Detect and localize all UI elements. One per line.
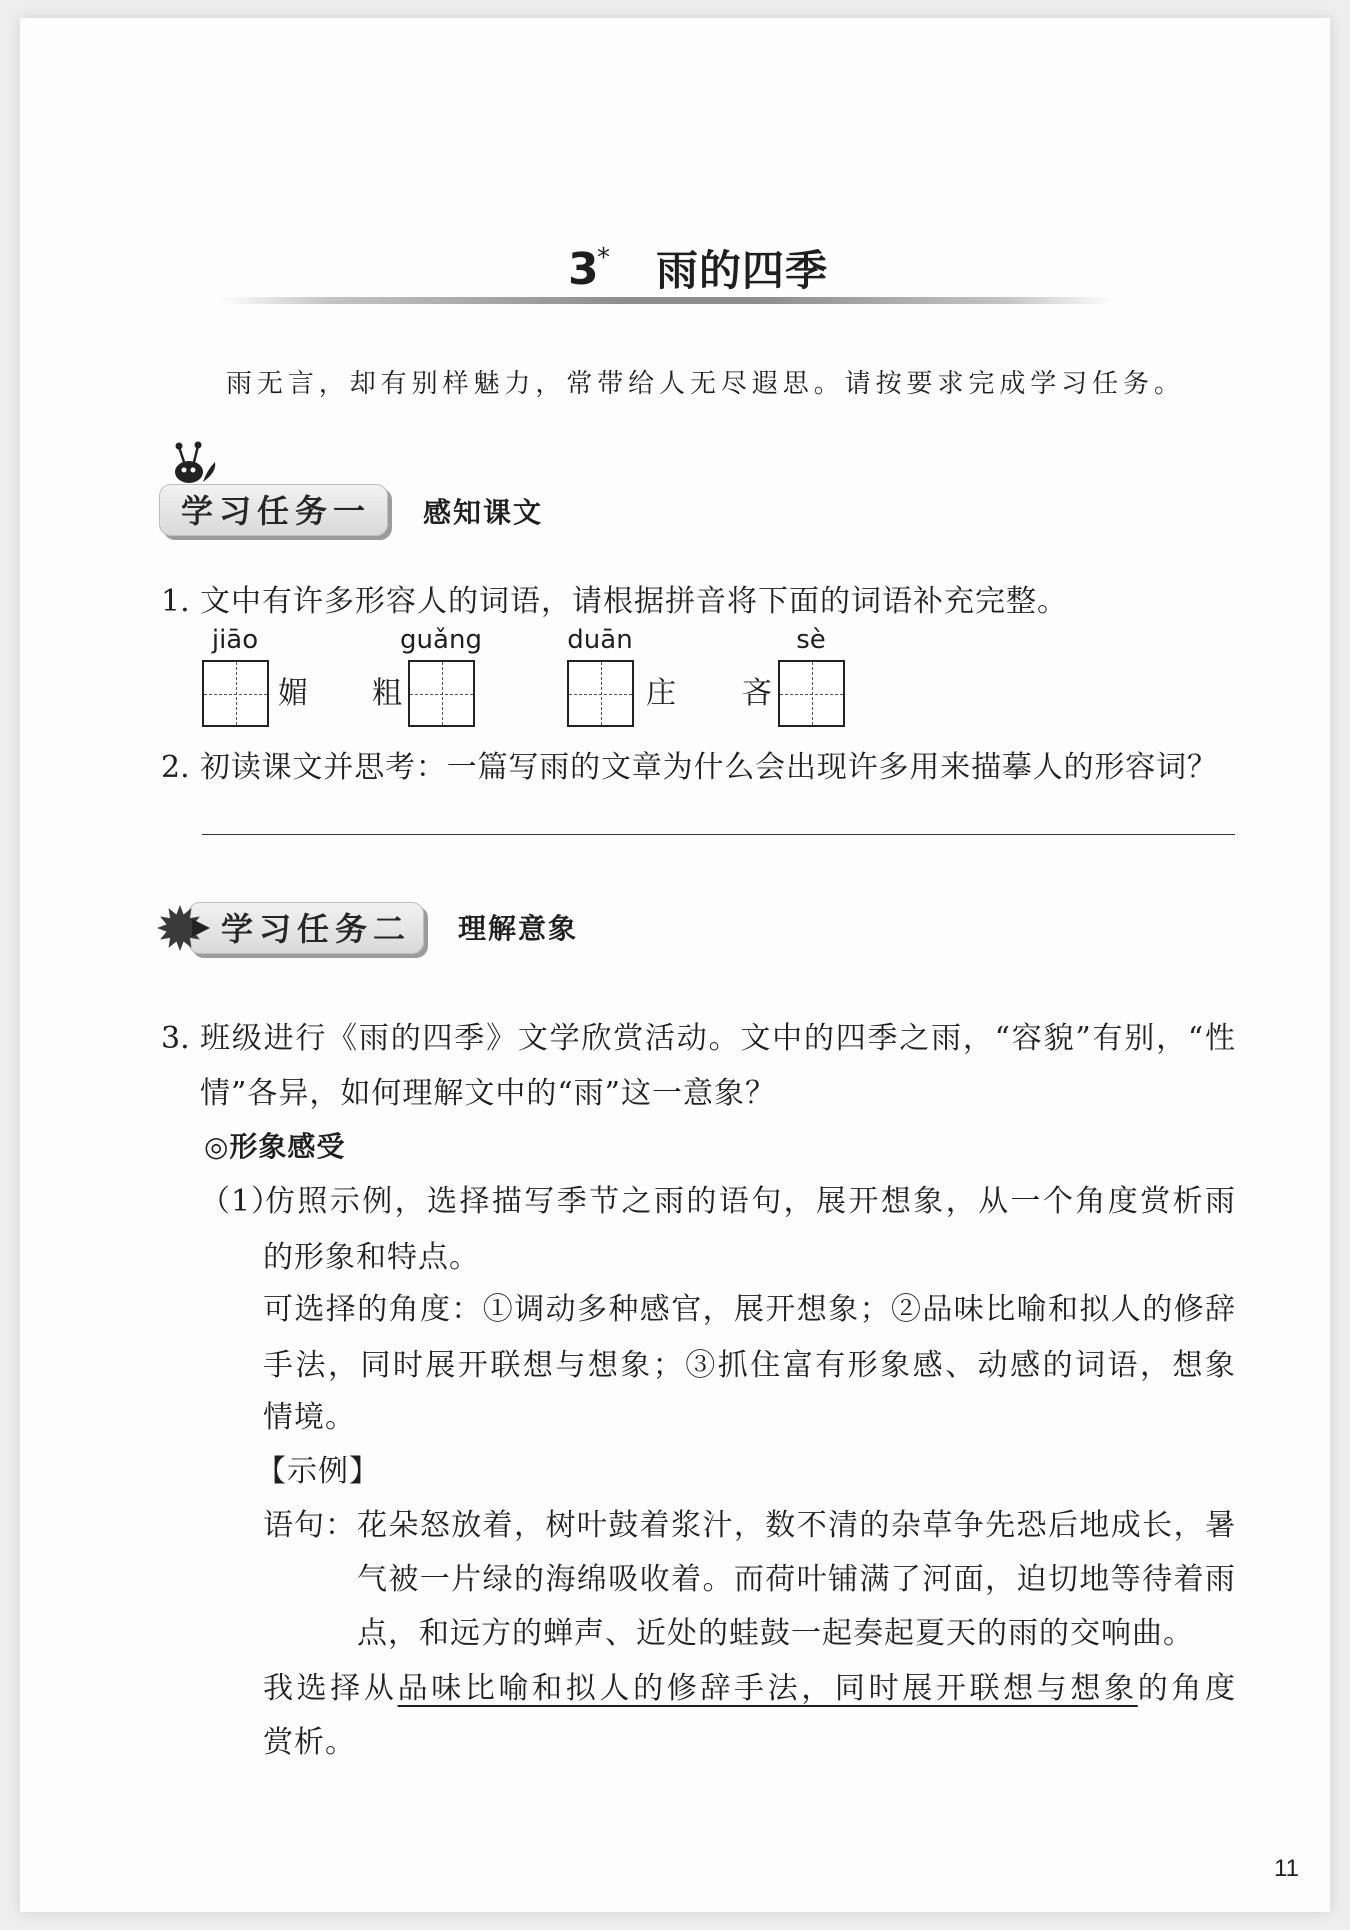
fill-in-box-1 xyxy=(202,660,269,727)
section-heading: ◎形象感受 xyxy=(204,1130,346,1163)
pinyin-4: sè xyxy=(796,625,826,655)
word-char-3: 庄 xyxy=(646,676,676,711)
fill-in-box-2 xyxy=(408,660,475,727)
pinyin-3: duān xyxy=(567,625,633,655)
question-number-2: 2. xyxy=(161,750,190,785)
answer-prefix: 我选择从 xyxy=(263,1671,398,1706)
self-study-mark: * xyxy=(597,243,610,273)
word-char-1: 媚 xyxy=(278,676,308,711)
example-answer-line-2: 赏析。 xyxy=(263,1725,356,1760)
part-1-line-1: 仿照示例，选择描写季节之雨的语句，展开想象，从一个角度赏析雨 xyxy=(265,1184,1235,1219)
sentence-label: 语句： xyxy=(263,1508,356,1543)
question-3-line-2: 情”各异，如何理解文中的“雨”这一意象？ xyxy=(200,1076,777,1111)
question-number-1: 1. xyxy=(161,584,190,619)
question-1-text: 文中有许多形容人的词语，请根据拼音将下面的词语补充完整。 xyxy=(200,584,1068,619)
question-number-3: 3. xyxy=(161,1021,190,1056)
angle-options-line-1: 可选择的角度：①调动多种感官，展开想象；②品味比喻和拟人的修辞 xyxy=(263,1292,1235,1327)
example-answer-line-1 xyxy=(263,1667,1235,1711)
pinyin-1: jiāo xyxy=(211,625,259,655)
word-char-4: 吝 xyxy=(742,676,772,711)
part-1-line-2: 的形象和特点。 xyxy=(263,1240,480,1275)
answer-underlined-angle: 品味比喻和拟人的修辞手法，同时展开联想与想象 xyxy=(397,1671,1138,1706)
part-number-1: （1） xyxy=(200,1184,283,1219)
page-number: 11 xyxy=(1274,1855,1299,1882)
question-3-line-1: 班级进行《雨的四季》文学欣赏活动。文中的四季之雨，“容貌”有别，“性 xyxy=(200,1021,1235,1056)
example-sentence-line-1: 花朵怒放着，树叶鼓着浆汁，数不清的杂草争先恐后地成长，暑 xyxy=(357,1508,1235,1543)
task-heading-2: 理解意象 xyxy=(458,912,579,945)
critter-icon xyxy=(170,440,220,486)
answer-suffix: 的角度 xyxy=(1137,1671,1236,1706)
title-divider xyxy=(222,297,1112,304)
fill-in-box-3 xyxy=(567,660,634,727)
example-sentence-line-2: 气被一片绿的海绵吸收着。而荷叶铺满了河面，迫切地等待着雨 xyxy=(357,1562,1235,1597)
hedgehog-icon xyxy=(154,898,212,958)
angle-options-line-3: 情境。 xyxy=(263,1400,356,1435)
task-badge-1: 学习任务一 xyxy=(159,484,388,536)
lesson-title: 雨的四季 xyxy=(656,246,829,295)
example-label: 【示例】 xyxy=(256,1454,380,1489)
fill-in-box-4 xyxy=(778,660,845,727)
task-badge-2: 学习任务二 xyxy=(188,902,424,954)
workbook-page xyxy=(20,18,1330,1912)
answer-line xyxy=(202,834,1235,835)
example-sentence-line-3: 点，和远方的蝉声、近处的蛙鼓一起奏起夏天的雨的交响曲。 xyxy=(357,1616,1194,1651)
question-2-text: 初读课文并思考：一篇写雨的文章为什么会出现许多用来描摹人的形容词？ xyxy=(200,750,1217,785)
lesson-intro: 雨无言，却有别样魅力，常带给人无尽遐思。请按要求完成学习任务。 xyxy=(226,369,1180,399)
pinyin-2: guǎng xyxy=(400,625,482,655)
task-heading-1: 感知课文 xyxy=(423,496,544,529)
lesson-number: 3 xyxy=(568,244,599,295)
angle-options-line-2: 手法，同时展开联想与想象；③抓住富有形象感、动感的词语，想象 xyxy=(263,1348,1235,1383)
word-char-2: 粗 xyxy=(372,676,402,711)
